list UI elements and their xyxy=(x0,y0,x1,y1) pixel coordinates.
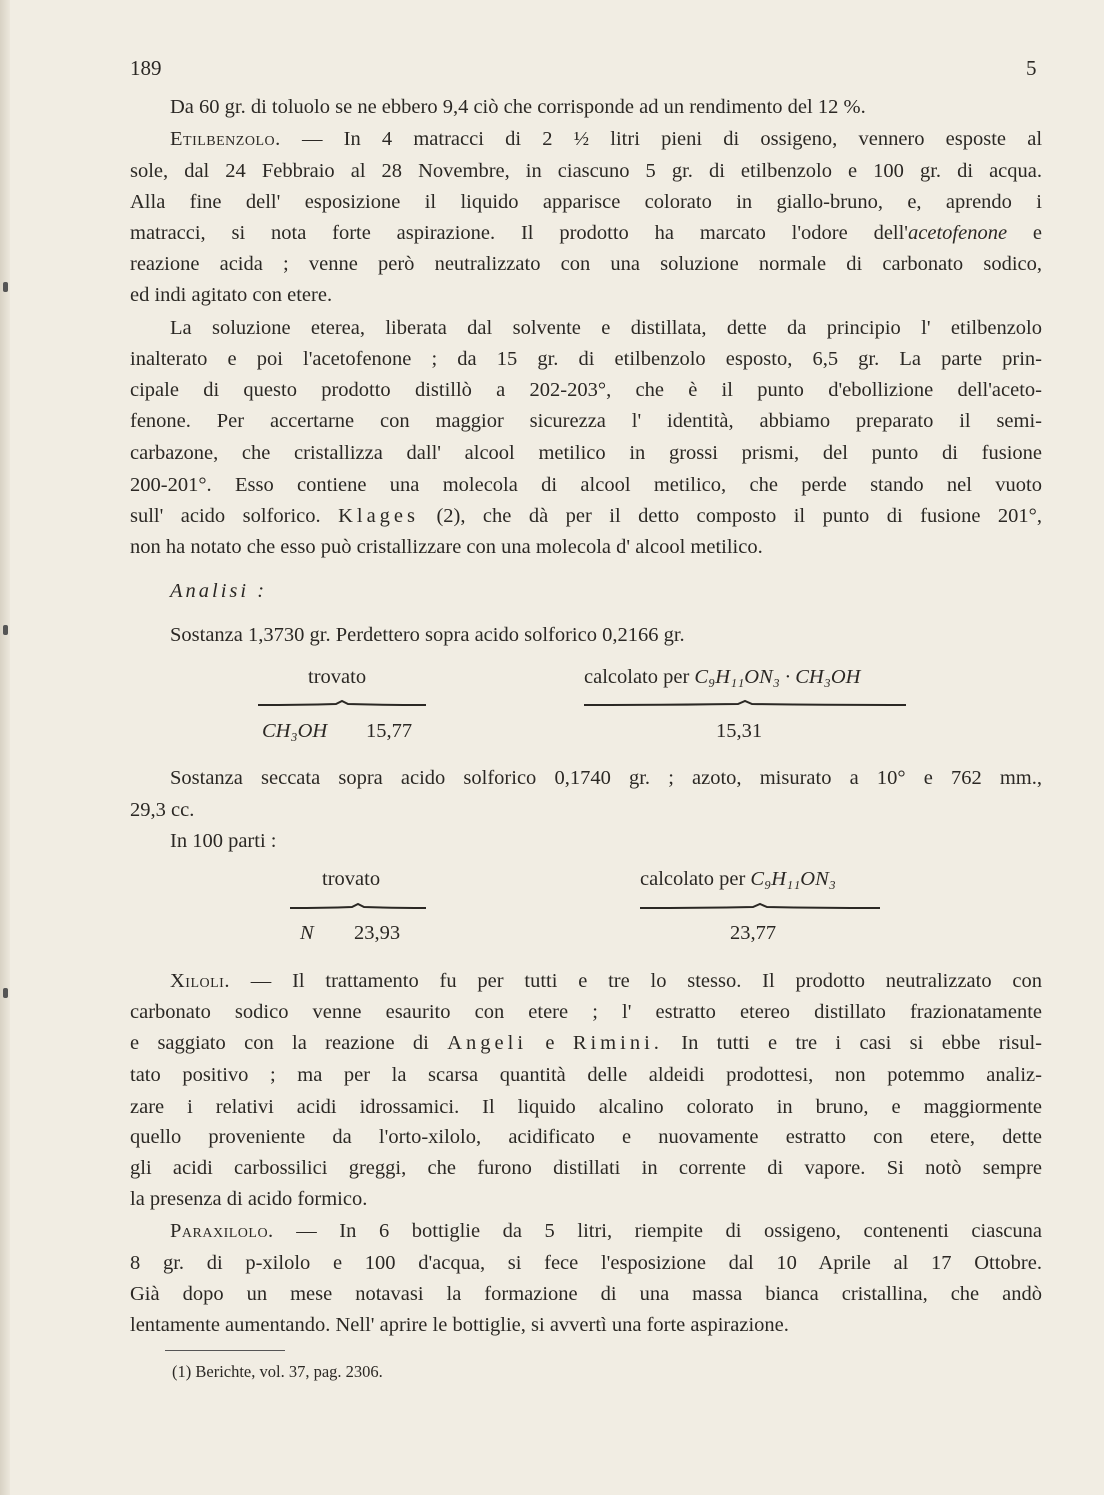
paragraph-etilbenzolo-line xyxy=(170,124,1042,154)
text-line: cipale di questo prodotto distillò a 202-203°, che è il punto d'ebollizione dell'aceto- xyxy=(130,379,1042,401)
analisi-heading: Analisi : xyxy=(170,580,268,602)
text-span: e saggiato con la reazione di xyxy=(130,1032,429,1054)
text-line: quello proveniente da l'orto-xilolo, acidificato e nuovamente estratto con etere, dette xyxy=(130,1126,1042,1148)
section-head-paraxilolo: Paraxilolo. xyxy=(170,1220,274,1242)
brace-found xyxy=(290,902,426,910)
brace-calc xyxy=(640,902,880,910)
text-line xyxy=(130,218,1042,248)
row-label: N xyxy=(300,922,314,944)
text-line xyxy=(130,1028,1042,1058)
calc-header xyxy=(640,868,836,891)
text-span: — In 6 bottiglie da 5 litri, riempite di ossigeno, contenenti ciascuna xyxy=(296,1220,1042,1242)
page-binding-edge xyxy=(0,0,10,1495)
text-line xyxy=(170,1216,1042,1246)
calc-header xyxy=(584,666,860,689)
text-line: litri pieni di ossigeno, vennero esposte al xyxy=(610,128,1043,150)
row-label: CH₃OH xyxy=(262,720,328,742)
text-line: — In 4 matracci di 2 xyxy=(301,128,553,150)
text-line: Sostanza seccata sopra acido solforico 0,1740 gr. ; azoto, misurato a 10° e 762 mm., xyxy=(170,767,1042,789)
text-line: La soluzione eterea, liberata dal solvente e distillata, dette da principio l' etilbenzolo xyxy=(170,317,1042,339)
text-span: e xyxy=(545,1032,555,1054)
text-span: (2), che dà per il detto composto il punto di fusione 201°, xyxy=(436,505,1042,527)
fraction: ½ xyxy=(573,128,590,150)
text-line: 200-201°. Esso contiene una molecola di alcool metilico, che perde stando nel vuoto xyxy=(130,474,1042,496)
section-head-xiloli: Xiloli. xyxy=(170,970,230,992)
text-span: In tutti e tre i casi si ebbe risul- xyxy=(681,1032,1043,1054)
calc-value: 15,31 xyxy=(716,720,763,742)
text-line: Alla fine dell' esposizione il liquido apparisce colorato in giallo-bruno, e, aprendo i xyxy=(130,191,1042,213)
text-line xyxy=(170,966,1042,996)
text-line: la presenza di acido formico. xyxy=(130,1188,368,1210)
italic-term: acetofenone xyxy=(908,222,1008,244)
text-span: e xyxy=(1032,222,1043,244)
text-line: 8 gr. di p-xilolo e 100 d'acqua, si fece l'esposizione dal 10 Aprile al 17 Ottobre. xyxy=(130,1252,1042,1274)
calc-label: calcolato per xyxy=(584,666,690,688)
text-line: ed indi agitato con etere. xyxy=(130,284,333,306)
margin-mark xyxy=(3,282,8,292)
page-number-left: 189 xyxy=(130,56,162,80)
text-line: lentamente aumentando. Nell' aprire le bottiglie, si avvertì una forte aspirazione. xyxy=(130,1314,789,1336)
text-line: fenone. Per accertarne con maggior sicurezza l' identità, abbiamo preparato il semi- xyxy=(130,410,1042,432)
text-line: inalterato e poi l'acetofenone ; da 15 gr. di etilbenzolo esposto, 6,5 gr. La parte prin- xyxy=(130,348,1042,370)
text-line: gli acidi carbossilici greggi, che furono distillati in corrente di vapore. Si notò sempre xyxy=(130,1157,1042,1179)
text-span: matracci, si nota forte aspirazione. Il prodotto ha marcato l'odore dell' xyxy=(130,222,909,244)
text-line: Da 60 gr. di toluolo se ne ebbero 9,4 ciò che corrisponde ad un rendimento del 12 xyxy=(170,96,839,118)
text-line: Sostanza 1,3730 gr. Perdettero sopra acido solforico 0,2166 gr. xyxy=(170,624,685,646)
found-header: trovato xyxy=(322,868,381,890)
margin-mark xyxy=(3,988,8,998)
found-header: trovato xyxy=(308,666,367,688)
percent-sign: % xyxy=(843,96,861,118)
found-value: 15,77 xyxy=(366,720,413,742)
section-head-etilbenzolo: Etilbenzolo. xyxy=(170,128,281,150)
text-line: 29,3 cc. xyxy=(130,799,195,821)
text-line: tato positivo ; ma per la scarsa quantità delle aldeidi prodottesi, non potemmo analiz- xyxy=(130,1064,1042,1086)
text-line: In 100 parti : xyxy=(170,830,277,852)
calc-formula: C₉H₁₁ON₃ xyxy=(750,868,836,890)
text-line: Già dopo un mese notavasi la formazione di una massa bianca cristallina, che andò xyxy=(130,1283,1042,1305)
text-line: zare i relativi acidi idrossamici. Il liquido alcalino colorato in bruno, e maggiormente xyxy=(130,1096,1042,1118)
calc-label: calcolato per xyxy=(640,868,746,890)
page-number-right: 5 xyxy=(1026,56,1037,80)
text-span: sull' acido solforico. xyxy=(130,505,321,527)
text-span: — Il trattamento fu per tutti e tre lo stesso. Il prodotto neutralizzato con xyxy=(250,970,1042,992)
calc-value: 23,77 xyxy=(730,922,777,944)
text-line: carbazone, che cristallizza dall' alcool metilico in grossi prismi, del punto di fusione xyxy=(130,442,1042,464)
footnote-rule xyxy=(165,1350,285,1351)
margin-mark xyxy=(3,625,8,635)
calc-formula: C₉H₁₁ON₃ · CH₃OH xyxy=(694,666,861,688)
brace-found xyxy=(258,699,426,707)
paragraph-toluolo: Da 60 gr. di toluolo se ne ebbero 9,4 ciò che corrisponde ad un rendimento del 12 %. xyxy=(170,96,866,118)
author-name: Rimini. xyxy=(572,1032,663,1054)
author-name: Angeli xyxy=(447,1032,528,1054)
text-line: non ha notato che esso può cristallizzare con una molecola d' alcool metilico. xyxy=(130,536,763,558)
text-line xyxy=(130,501,1042,531)
brace-calc xyxy=(584,699,906,707)
found-value: 23,93 xyxy=(354,922,401,944)
text-line: carbonato sodico venne esaurito con etere ; l' estratto etereo distillato frazionatamente xyxy=(130,1001,1042,1023)
footnote: (1) Berichte, vol. 37, pag. 2306. xyxy=(172,1362,383,1381)
text-line: sole, dal 24 Febbraio al 28 Novembre, in ciascuno 5 gr. di etilbenzolo e 100 gr. di acqua. xyxy=(130,160,1042,182)
text-line: reazione acida ; venne però neutralizzato con una soluzione normale di carbonato sodico, xyxy=(130,253,1042,275)
author-name: Klages xyxy=(338,505,419,527)
